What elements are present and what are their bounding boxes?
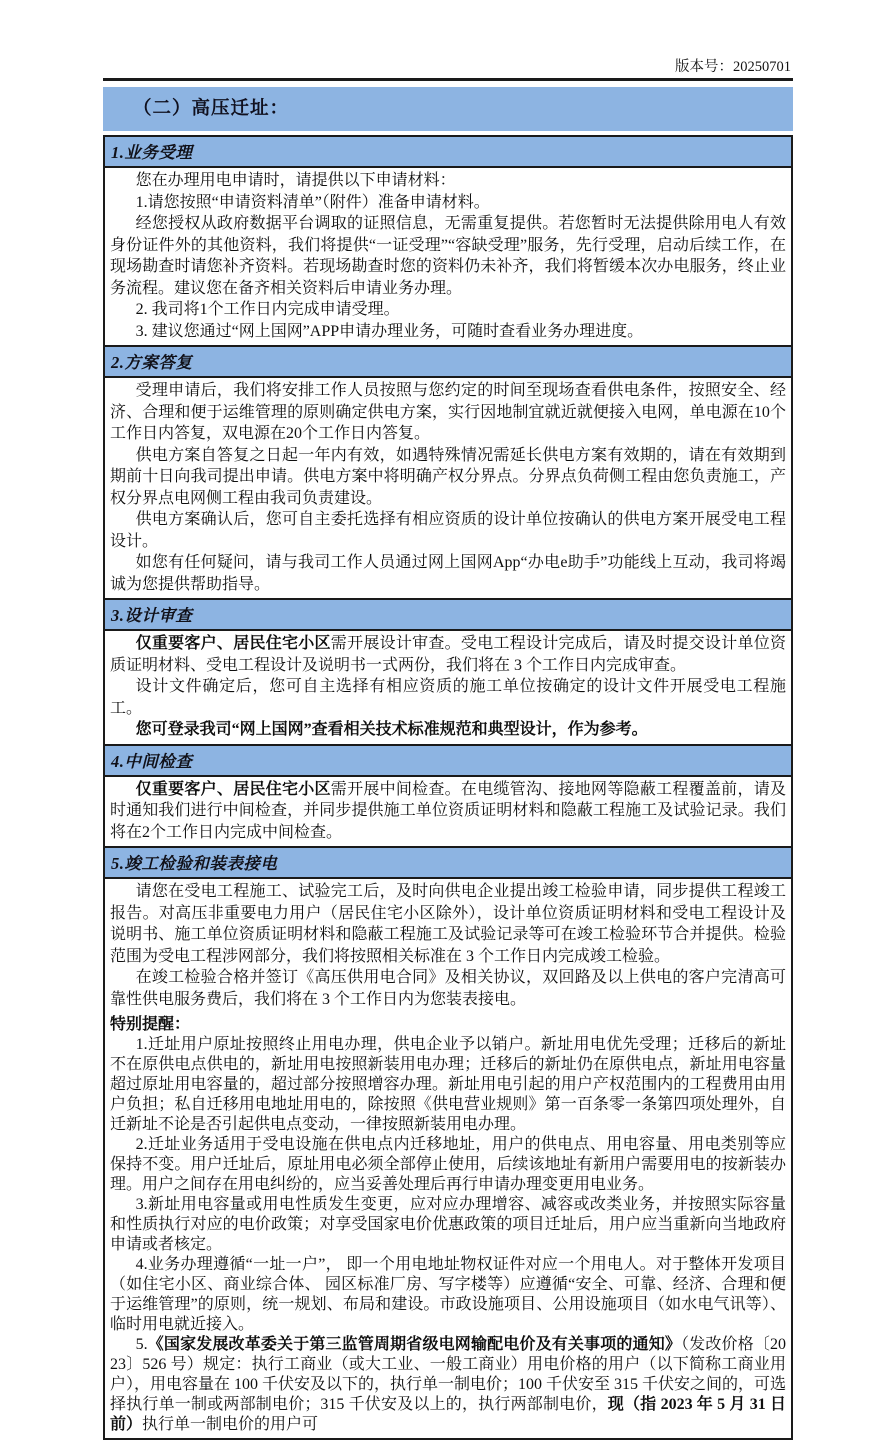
- text-run: 受理申请后，我们将安排工作人员按照与您约定的时间至现场查看供电条件，按照安全、经济、合理和便于运维管理的原则确定供电方案，实行因地制宜就近就便接入电网，单电源在10个工作日内答复，双电源在20个工作日内答复。: [110, 382, 786, 442]
- text-run: 请您在受电工程施工、试验完工后，及时向供电企业提出竣工检验申请，同步提供工程竣工报告。对高压非重要电力用户（居民住宅小区除外），设计单位资质证明材料和受电工程设计及说明书、施工单位资质证明材料和隐蔽工程施工及试验记录等可在竣工检验环节合并提供。检验范围为受电工程涉网部分，我们将按照相关标准在 3 个工作日内完成竣工检验。: [110, 883, 786, 965]
- text-run: 2.迁址业务适用于受电设施在供电点内迁移地址，用户的供电点、用电容量、用电类别等应保持不变。用户迁址后，原址用电必须全部停止使用，后续该地址有新用户需要用电的按新装办理。用户之间存在用电纠纷的，应当妥善处理后再行申请办理变更用电业务。: [110, 1136, 786, 1193]
- paragraph: [110, 213, 786, 299]
- text-run: 3.新址用电容量或用电性质发生变更，应对应办理增容、减容或改类业务，并按照实际容量和性质执行对应的电价政策；对享受国家电价优惠政策的项目迁址后，用户应当重新向当地政府申请或者核定。: [110, 1196, 786, 1253]
- paragraph: [110, 967, 786, 1010]
- paragraph: [110, 170, 786, 192]
- text-run: 设计文件确定后，您可自主选择有相应资质的施工单位按确定的设计文件开展受电工程施工。: [110, 678, 786, 717]
- text-run: 执行单一制电价的用户可: [142, 1416, 319, 1433]
- section-3-body: [105, 631, 791, 744]
- header-rule: [103, 78, 793, 81]
- section-5-body: [105, 879, 791, 1013]
- section-4-body: [105, 777, 791, 847]
- text-run: 2. 我司将1个工作日内完成申请受理。: [135, 301, 400, 318]
- special-reminder: [105, 1013, 791, 1438]
- document-title-band: [103, 87, 793, 131]
- section-header-2: 2.方案答复: [105, 345, 791, 378]
- text-run: 您在办理用电申请时，请提供以下申请材料：: [135, 172, 456, 189]
- paragraph: [110, 881, 786, 967]
- bold-text-run: 特别提醒：: [110, 1016, 191, 1033]
- text-run: 需开展中间检查。在电缆管沟、接地网等隐蔽工程覆盖前，请及时通知我们进行中间检查，并同步提供施工单位资质证明材料和隐蔽工程施工及试验记录。我们将在2个工作日内完成中间检查。: [110, 780, 786, 841]
- text-run: 供电方案自答复之日起一年内有效，如遇特殊情况需延长供电方案有效期的，请在有效期到期前十日向我司提出申请。供电方案中将明确产权分界点。分界点负荷侧工程由您负责施工，产权分界点电网侧工程由我司负责建设。: [110, 446, 786, 507]
- paragraph: [110, 1035, 786, 1135]
- text-run: 如您有任何疑问，请与我司工作人员通过网上国网App“办电e助手”功能线上互动，我司将竭诚为您提供帮助指导。: [110, 554, 786, 593]
- text-run: 供电方案确认后，您可自主委托选择有相应资质的设计单位按确认的供电方案开展受电工程设计。: [110, 511, 786, 550]
- bold-text-run: 仅重要客户、居民住宅小区: [135, 780, 331, 798]
- paragraph: [110, 1015, 786, 1035]
- text-run: 需开展设计审查。受电工程设计完成后，请及时提交设计单位资质证明材料、受电工程设计及说明书一式两份，我们将在 3 个工作日内完成审查。: [110, 635, 786, 674]
- bold-text-run: 《国家发展改革委关于第三监管周期省级电网输配电价及有关事项的通知》: [147, 1336, 682, 1353]
- paragraph: [110, 299, 786, 321]
- paragraph: [110, 321, 786, 343]
- paragraph: [110, 779, 786, 844]
- section-header-3: 3.设计审查: [105, 598, 791, 631]
- paragraph: [110, 1255, 786, 1335]
- bold-text-run: 仅重要客户、居民住宅小区: [135, 635, 331, 652]
- paragraph: [110, 1135, 786, 1195]
- paragraph: [110, 380, 786, 445]
- section-header-5: 5.竣工检验和装表接电: [105, 846, 791, 879]
- text-run: 经您授权从政府数据平台调取的证照信息，无需重复提供。若您暂时无法提供除用电人有效身份证件外的其他资料，我们将提供“一证受理”“容缺受理”服务，先行受理，启动后续工作，在现场勘查时请您补齐资料。若现场勘查时您的资料仍未补齐，我们将暂缓本次办电服务，终止业务流程。建议您在备齐相关资料后申请业务办理。: [110, 215, 786, 297]
- text-run: 1.请您按照“申请资料清单”（附件）准备申请材料。: [135, 193, 490, 211]
- section-1-body: [105, 168, 791, 345]
- paragraph: [110, 676, 786, 719]
- paragraph: [110, 552, 786, 595]
- text-run: 4.业务办理遵循“一址一户”， 即一个用电地址物权证件对应一个用电人。对于整体开发项目（如住宅小区、商业综合体、 园区标准厂房、写字楼等）应遵循“安全、可靠、经济、合理和便于运维管理”的原则，统一规划、布局和建设。市政设施项目、公用设施项目（如水电气讯等）、临时用电就近接入。: [110, 1256, 786, 1333]
- paragraph: [110, 1335, 786, 1435]
- paragraph: [110, 509, 786, 552]
- text-run: 1.迁址用户原址按照终止用电办理，供电企业予以销户。新址用电优先受理；迁移后的新址不在原供电点供电的，新址用电按照新装用电办理；迁移后的新址仍在原供电点，新址用电容量超过原址用电容量的，超过部分按照增容办理。新址用电引起的用户产权范围内的工程费用由用户负担；私自迁移用电地址用电的，除按照《供电营业规则》第一百条零一条第四项处理外，自迁新址不论是否引起供电点变动，一律按照新装用电办理。: [110, 1036, 786, 1133]
- text-run: 5.: [135, 1336, 148, 1353]
- sections-table: [103, 135, 793, 1440]
- section-header-4: 4.中间检查: [105, 744, 791, 777]
- section-2-body: [105, 378, 791, 598]
- paragraph: [110, 633, 786, 676]
- paragraph: [110, 719, 786, 741]
- document-sheet: [103, 58, 793, 1440]
- paragraph: [110, 445, 786, 510]
- text-run: （发改价格〔2023〕526 号）规定：执行工商业（或大工业、一般工商业）用电价格的用户（以下简称工商业用户），用电容量在 100 千伏安及以下的，执行单一制电价；100 千伏安至 315 千伏安之间的，可选择执行单一制或两部制电价；315 千伏安及以上的，执行两部制电价，: [110, 1336, 787, 1413]
- section-header-1: 1.业务受理: [105, 137, 791, 168]
- document-title: （二）高压迁址：: [133, 99, 290, 119]
- text-run: 在竣工检验合格并签订《高压供用电合同》及相关协议，双回路及以上供电的客户完清高可靠性供电服务费后，我们将在 3 个工作日内为您装表接电。: [110, 969, 786, 1008]
- bold-text-run: 现（指 2023 年 5 月 31 日前）: [110, 1396, 786, 1433]
- bold-text-run: 您可登录我司“网上国网”查看相关技术标准规范和典型设计，作为参考。: [135, 721, 648, 738]
- paragraph: [110, 1195, 786, 1255]
- paragraph: [110, 192, 786, 214]
- version-label: 版本号：20250701: [675, 59, 791, 75]
- text-run: 3. 建议您通过“网上国网”APP申请办理业务，可随时查看业务办理进度。: [135, 322, 644, 340]
